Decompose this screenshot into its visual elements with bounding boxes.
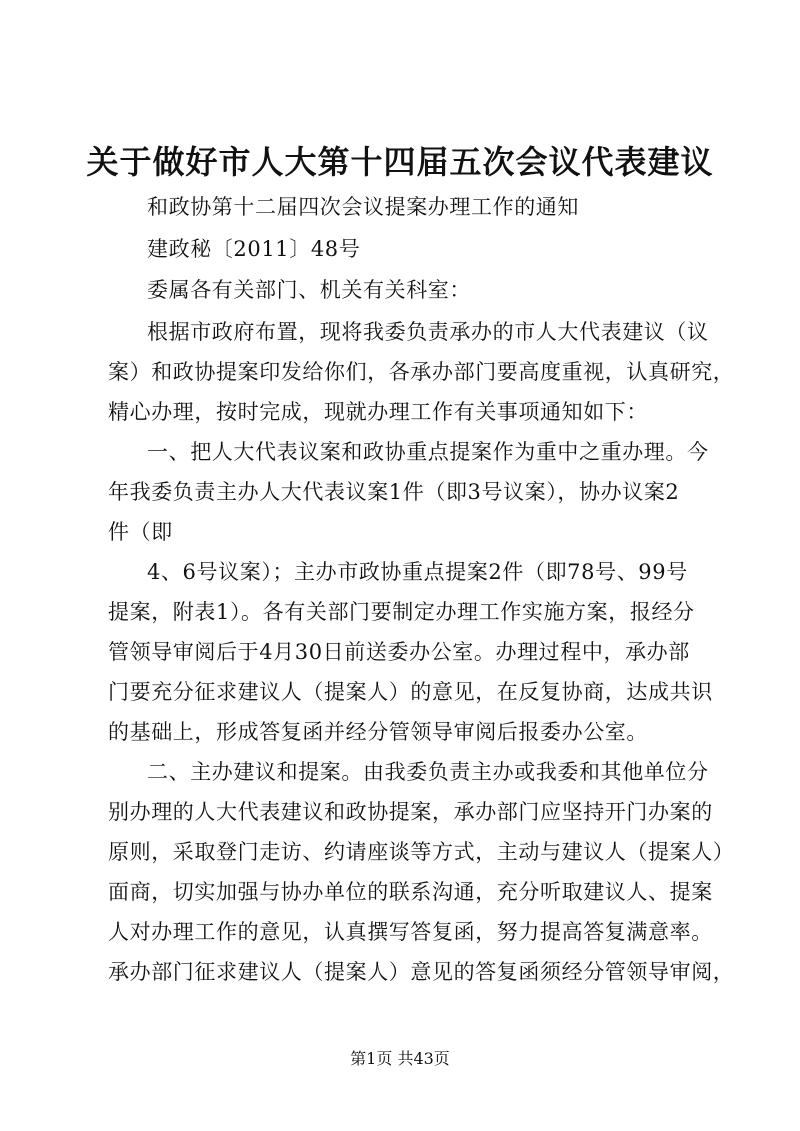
paragraph-line: 门要充分征求建议人（提案人）的意见，在反复协商，达成共识 bbox=[108, 680, 713, 704]
document-number: 建政秘〔2011〕48号 bbox=[147, 237, 361, 261]
paragraph-line: 面商，切实加强与协办单位的联系沟通，充分听取建议人、提案 bbox=[108, 880, 713, 904]
document-title: 关于做好市人大第十四届五次会议代表建议 bbox=[86, 143, 714, 181]
salutation: 委属各有关部门、机关有关科室： bbox=[147, 278, 471, 302]
paragraph-line: 承办部门征求建议人（提案人）意见的答复函须经分管领导审阅， bbox=[108, 960, 735, 984]
paragraph-line: 提案，附表1）。各有关部门要制定办理工作实施方案，报经分 bbox=[108, 600, 695, 624]
paragraph-line: 件（即 bbox=[108, 520, 173, 544]
paragraph-line: 案）和政协提案印发给你们，各承办部门要高度重视，认真研究， bbox=[108, 360, 735, 384]
paragraph-line: 年我委负责主办人大代表议案1件（即3号议案），协办议案2 bbox=[108, 480, 680, 504]
paragraph-line: 根据市政府布置，现将我委负责承办的市人大代表建议（议 bbox=[147, 320, 709, 344]
paragraph-line: 人对办理工作的意见，认真撰写答复函，努力提高答复满意率。 bbox=[108, 920, 713, 944]
paragraph-line: 一、把人大代表议案和政协重点提案作为重中之重办理。今 bbox=[147, 440, 709, 464]
page-footer: 第1页 共43页 bbox=[350, 1049, 450, 1068]
subtitle-line: 和政协第十二届四次会议提案办理工作的通知 bbox=[147, 195, 579, 219]
paragraph-line: 4、6号议案）；主办市政协重点提案2件（即78号、99号 bbox=[147, 560, 688, 584]
paragraph-line: 精心办理，按时完成，现就办理工作有关事项通知如下： bbox=[108, 400, 648, 424]
paragraph-line: 二、主办建议和提案。由我委负责主办或我委和其他单位分 bbox=[147, 760, 709, 784]
paragraph-line: 原则，采取登门走访、约请座谈等方式，主动与建议人（提案人） bbox=[108, 840, 735, 864]
paragraph-line: 管领导审阅后于4月30日前送委办公室。办理过程中，承办部 bbox=[108, 640, 690, 664]
paragraph-line: 别办理的人大代表建议和政协提案，承办部门应坚持开门办案的 bbox=[108, 800, 713, 824]
paragraph-line: 的基础上，形成答复函并经分管领导审阅后报委办公室。 bbox=[108, 720, 648, 744]
